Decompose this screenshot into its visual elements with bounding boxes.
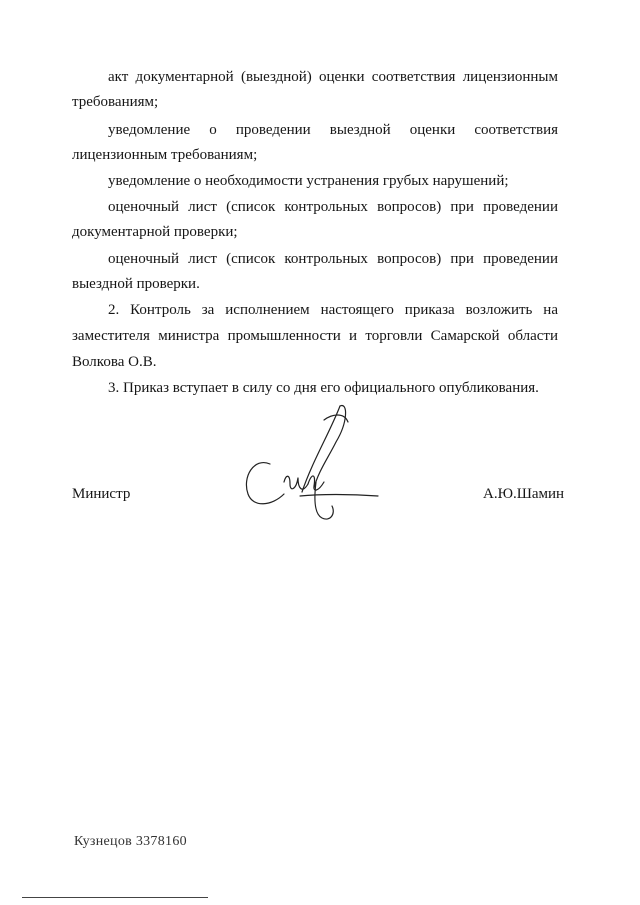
- list-item-1-line-1: акт документарной (выездной) оценки соответствия лицензионным: [108, 69, 558, 85]
- footer-rule: [22, 897, 208, 898]
- executor-line: Кузнецов 3378160: [74, 834, 187, 849]
- list-item-4-line-1: оценочный лист (список контрольных вопросов) при проведении: [108, 199, 558, 215]
- signatory-name: А.Ю.Шамин: [483, 486, 565, 502]
- list-item-1-line-2: требованиям;: [72, 94, 159, 110]
- item-3-line: 3. Приказ вступает в силу со дня его официального опубликования.: [108, 380, 539, 396]
- item-2-line-1: 2. Контроль за исполнением настоящего приказа возложить на: [108, 302, 558, 318]
- list-item-3-line-1: уведомление о необходимости устранения грубых нарушений;: [108, 173, 509, 189]
- list-item-5-line-2: выездной проверки.: [72, 276, 200, 292]
- list-item-2-line-2: лицензионным требованиям;: [72, 147, 258, 163]
- item-2-line-2: заместителя министра промышленности и торговли Самарской области: [72, 328, 558, 344]
- handwritten-signature: [240, 402, 390, 532]
- list-item-2-line-1: уведомление о проведении выездной оценки соответствия: [108, 122, 558, 138]
- item-2-line-3: Волкова О.В.: [72, 354, 157, 370]
- list-item-5-line-1: оценочный лист (список контрольных вопросов) при проведении: [108, 251, 558, 267]
- signatory-position: Министр: [72, 486, 131, 502]
- list-item-4-line-2: документарной проверки;: [72, 224, 238, 240]
